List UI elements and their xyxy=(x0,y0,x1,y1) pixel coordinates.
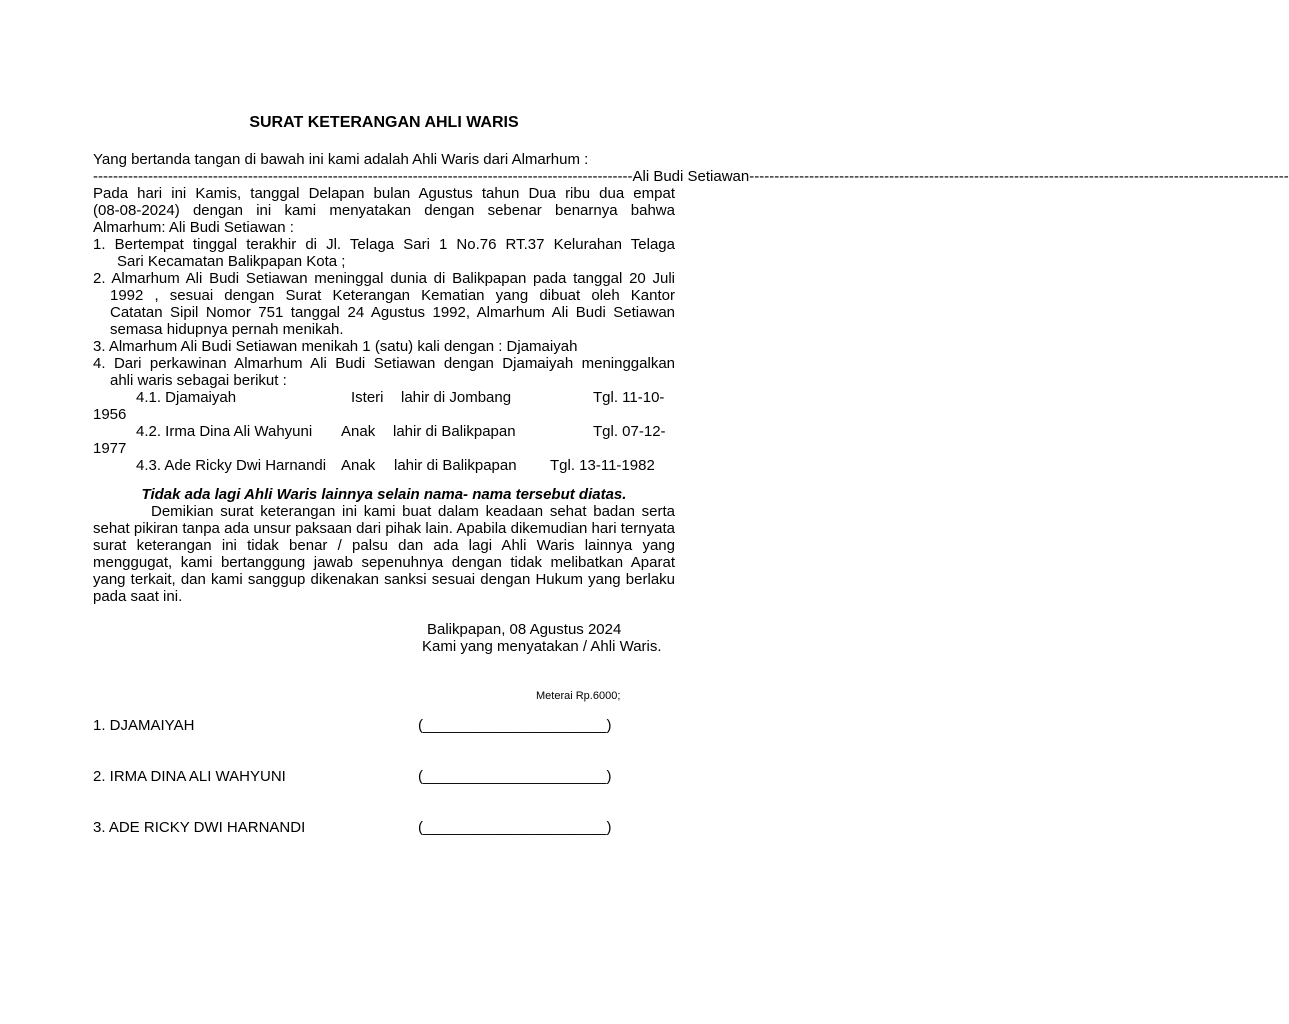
heir-date: Tgl. 13-11-1982 xyxy=(550,457,655,474)
opening-line-2: (08-08-2024) dengan ini kami menyatakan dengan sebenar benarnya bahwa xyxy=(93,202,675,219)
point-2-line-1: 2. Almarhum Ali Budi Setiawan meninggal dunia di Balikpapan pada tanggal 20 Juli xyxy=(93,270,675,287)
signature-line: (______________________) xyxy=(418,768,612,785)
point-4-line-1: 4. Dari perkawinan Almarhum Ali Budi Setiawan dengan Djamaiyah meninggalkan xyxy=(93,355,675,372)
heir-row xyxy=(93,457,675,474)
heir-name: 4.2. Irma Dina Ali Wahyuni xyxy=(136,423,313,440)
intro-line: Yang bertanda tangan di bawah ini kami adalah Ahli Waris dari Almarhum : xyxy=(93,151,589,168)
heir-relation: Isteri xyxy=(351,389,384,406)
point-2-line-4: semasa hidupnya pernah menikah. xyxy=(110,321,344,338)
declaration-text: Demikian surat keterangan ini kami buat dalam keadaan sehat badan serta sehat pikiran tanpa ada unsur paksaan dari pihak lain. Apabila dikemudian hari ternyata surat keterangan ini tidak benar / palsu dan ada lagi Ahli Waris lainnya yang menggugat, kami bertanggung jawab sepenuhnya dengan tidak melibatkan Aparat yang terkait, dan kami sanggup dikenakan sanksi sesuai dengan Hukum yang berlaku pada saat ini. xyxy=(93,503,675,605)
heir-birthplace: lahir di Jombang xyxy=(401,389,512,406)
opening-line-3: Almarhum: Ali Budi Setiawan : xyxy=(93,219,294,236)
signature-line: (______________________) xyxy=(418,717,612,734)
document-page xyxy=(93,0,1289,1024)
closing-statement: Tidak ada lagi Ahli Waris lainnya selain nama- nama tersebut diatas. xyxy=(141,486,627,503)
meterai-note: Meterai Rp.6000; xyxy=(536,690,621,702)
point-2-line-3: Catatan Sipil Nomor 751 tanggal 24 Agustus 1992, Almarhum Ali Budi Setiawan xyxy=(110,304,675,321)
signatory-caption: Kami yang menyatakan / Ahli Waris. xyxy=(422,638,662,655)
place-date: Balikpapan, 08 Agustus 2024 xyxy=(427,621,622,638)
signature-line: (______________________) xyxy=(418,819,612,836)
point-4-line-2: ahli waris sebagai berikut : xyxy=(110,372,287,389)
signatory-name: 3. ADE RICKY DWI HARNANDI xyxy=(93,819,306,836)
signature-row xyxy=(93,717,675,734)
heir-date: Tgl. 11-10- xyxy=(593,389,665,406)
heir-name: 4.1. Djamaiyah xyxy=(136,389,237,406)
point-1-line-1: 1. Bertempat tinggal terakhir di Jl. Telaga Sari 1 No.76 RT.37 Kelurahan Telaga xyxy=(93,236,675,253)
declaration-paragraph xyxy=(93,503,675,605)
heir-relation: Anak xyxy=(341,423,376,440)
heir-date-wrap: 1977 xyxy=(93,440,127,457)
point-2-line-2: 1992 , sesuai dengan Surat Keterangan Kematian yang dibuat oleh Kantor xyxy=(110,287,675,304)
signatory-name: 1. DJAMAIYAH xyxy=(93,717,195,734)
heir-birthplace: lahir di Balikpapan xyxy=(394,457,517,474)
left-dash-fill: ------------------------------------------------------------------------------------------------------------ xyxy=(93,168,633,185)
point-1-line-2: Sari Kecamatan Balikpapan Kota ; xyxy=(117,253,346,270)
signature-row xyxy=(93,819,675,836)
signature-row xyxy=(93,768,675,785)
deceased-name: Ali Budi Setiawan xyxy=(632,168,750,185)
document-title: SURAT KETERANGAN AHLI WARIS xyxy=(249,114,519,131)
opening-line-1: Pada hari ini Kamis, tanggal Delapan bulan Agustus tahun Dua ribu dua empat xyxy=(93,185,675,202)
point-3-line-1: 3. Almarhum Ali Budi Setiawan menikah 1 (satu) kali dengan : Djamaiyah xyxy=(93,338,578,355)
heir-row xyxy=(93,389,675,406)
signatory-name: 2. IRMA DINA ALI WAHYUNI xyxy=(93,768,286,785)
heir-name: 4.3. Ade Ricky Dwi Harnandi xyxy=(136,457,327,474)
heir-birthplace: lahir di Balikpapan xyxy=(393,423,516,440)
right-dash-fill: ------------------------------------------------------------------------------------------------------------ xyxy=(749,168,1289,185)
deceased-name-line xyxy=(93,168,1289,185)
heir-date-wrap: 1956 xyxy=(93,406,127,423)
heir-relation: Anak xyxy=(341,457,376,474)
heir-date: Tgl. 07-12- xyxy=(593,423,666,440)
heir-row xyxy=(93,423,675,440)
